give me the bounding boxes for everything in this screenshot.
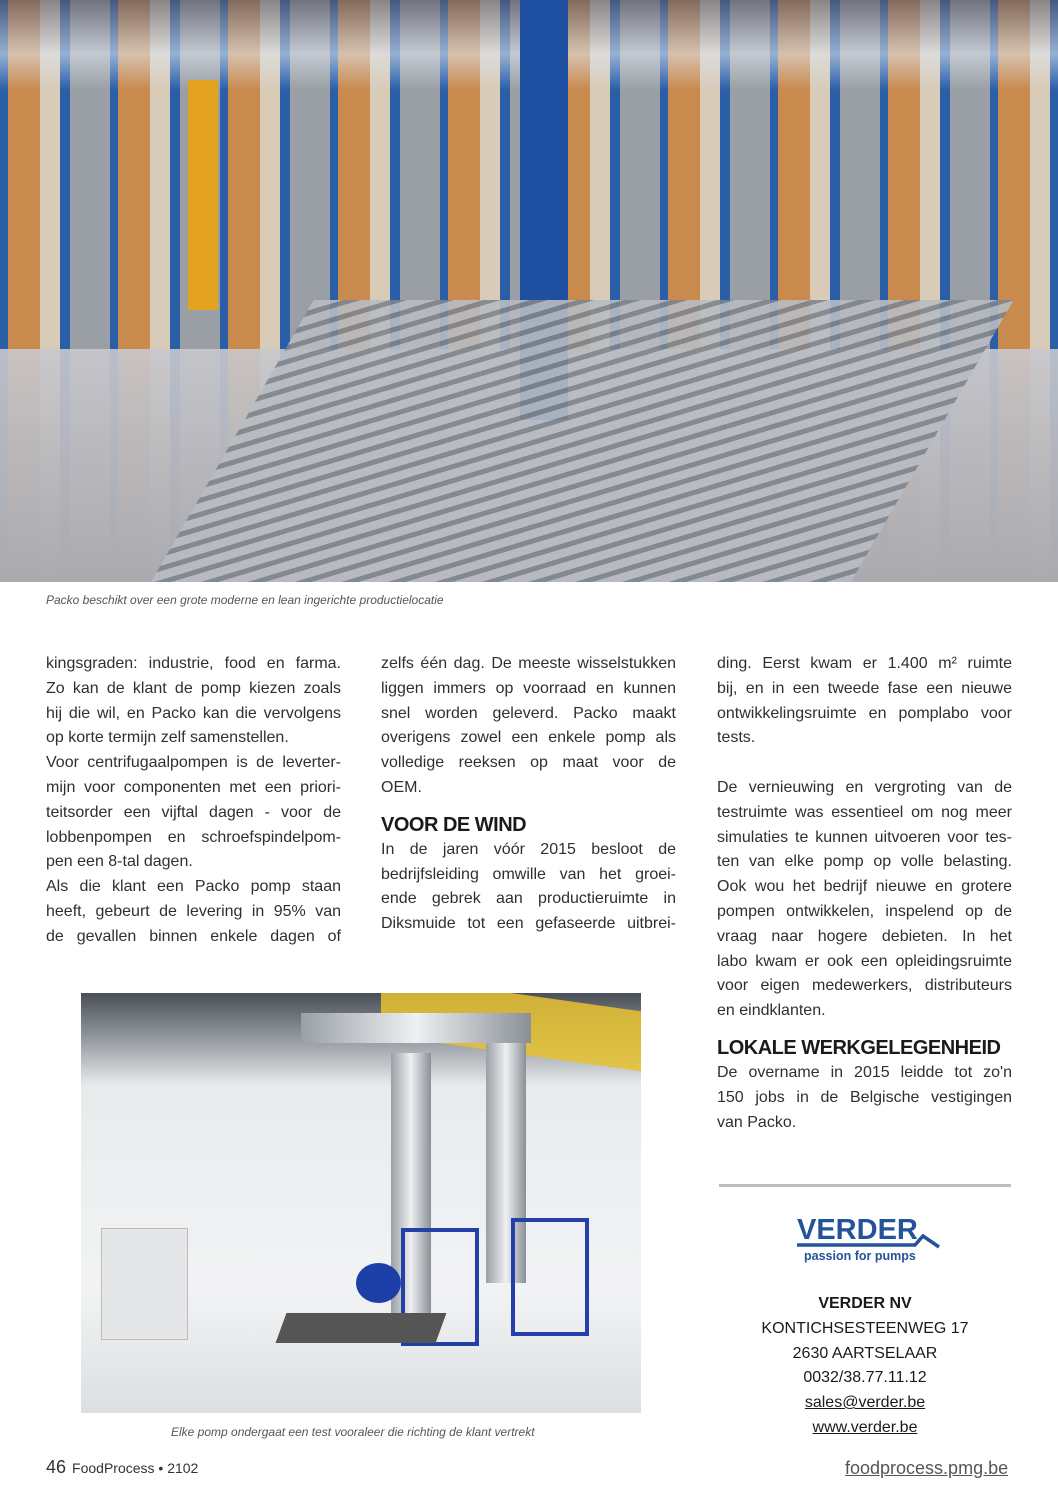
publication-issue: FoodProcess • 2102 [72, 1460, 199, 1476]
pump-test-lab-photo [81, 993, 641, 1413]
lift-table [276, 1313, 447, 1343]
text-line: Voor centrifugaalpompen is de leverter- [46, 754, 341, 772]
text-line: ten van elke pomp op volle belasting. [717, 853, 1012, 871]
text-line: De overname in 2015 leidde tot zo'n [717, 1063, 1012, 1081]
text-line: In de jaren vóór 2015 besloot de [381, 840, 676, 858]
text-line: Diksmuide tot een gefaseerde uitbrei- [381, 915, 676, 933]
verder-logo [797, 1214, 942, 1266]
text-line: labo kwam er ook een opleidingsruimte [717, 952, 1012, 970]
text-line: kingsgraden: industrie, food en farma. [46, 655, 341, 672]
text-column-2 [381, 652, 676, 937]
text-line: de gevallen binnen enkele dagen of [46, 927, 341, 945]
company-name: VERDER NV [818, 1295, 912, 1312]
text-line: ontwikkelingsruimte en pomplabo voor [717, 704, 1012, 722]
text-line: lobbenpompen en schroefspindelpom- [46, 828, 341, 846]
text-line: mijn voor componenten met een priori- [46, 778, 341, 796]
footer-folio [46, 1457, 198, 1478]
text-line: Als die klant een Packo pomp staan [46, 878, 341, 896]
text-line: van Packo. [717, 1113, 797, 1131]
control-cabinet [101, 1228, 188, 1340]
paragraph [46, 751, 341, 875]
paragraph [717, 652, 1012, 751]
text-line: snel worden geleverd. Packo maakt [381, 704, 676, 722]
text-line: teitsorder een vijftal dagen - voor de [46, 803, 341, 821]
blue-motor [356, 1263, 401, 1303]
blue-frame [511, 1218, 589, 1336]
text-line: pompen ontwikkelen, inspelend op de [717, 902, 1012, 920]
roller-conveyor [146, 300, 1013, 582]
divider [719, 1184, 1011, 1187]
street-address: KONTICHSESTEENWEG 17 [761, 1319, 969, 1337]
paragraph [381, 652, 676, 801]
contact-block [719, 1292, 1011, 1441]
paragraph [717, 776, 1012, 1024]
paragraph [381, 838, 676, 937]
text-line: OEM. [381, 778, 422, 796]
page-number: 46 [46, 1457, 67, 1477]
text-line: De vernieuwing en vergroting van de [717, 778, 1012, 796]
warehouse-photo [0, 0, 1058, 582]
text-line: voor eigen medewerkers, distributeurs [717, 977, 1012, 995]
text-line: bedrijfsleiding omwille van het groei- [381, 865, 676, 883]
email-link[interactable]: sales@verder.be [804, 1394, 926, 1412]
pipe [301, 1013, 531, 1043]
text-line: Zo kan de klant de pomp kiezen zoals [46, 679, 341, 697]
paragraph [717, 1061, 1012, 1135]
text-line: zelfs één dag. De meeste wisselstukken [381, 655, 676, 672]
text-line: tests. [717, 729, 756, 747]
text-line: op korte termijn zelf samenstellen. [46, 729, 289, 747]
top-photo-caption: Packo beschikt over een grote moderne en lean ingerichte productielocatie [46, 593, 444, 607]
text-line: vraag naar hogere debieten. In het [717, 927, 1012, 945]
crane-pillar [188, 80, 218, 310]
phone-number: 0032/38.77.11.12 [803, 1369, 927, 1387]
text-line: en eindklanten. [717, 1002, 826, 1020]
footer-site-link[interactable]: foodprocess.pmg.be [845, 1458, 1009, 1478]
text-line: 150 jobs in de Belgische vestigingen [717, 1088, 1012, 1106]
text-column-3 [717, 652, 1012, 1135]
city: 2630 AARTSELAAR [792, 1344, 938, 1362]
text-line: bij, en in een tweede fase een nieuwe [717, 679, 1012, 697]
text-line: ding. Eerst kwam er 1.400 m² ruimte [717, 655, 1012, 672]
logo-tagline: passion for pumps [804, 1249, 916, 1263]
text-line: heeft, gebeurt de levering in 95% van [46, 902, 341, 920]
paragraph [46, 875, 341, 949]
text-column-1 [46, 652, 341, 950]
text-line: ende gebrek aan productieruimte in [381, 890, 676, 908]
text-line: hij die wil, en Packo kan die vervolgens [46, 704, 341, 722]
text-line: liggen immers op voorraad en kunnen [381, 679, 676, 697]
logo-wordmark: VERDER [797, 1214, 918, 1246]
text-line: Ook wou het bedrijf nieuwe en grotere [717, 878, 1012, 896]
text-line: simulaties te kunnen uitvoeren voor tes- [717, 828, 1012, 846]
bottom-photo-caption: Elke pomp ondergaat een test vooraleer die richting de klant vertrekt [171, 1425, 535, 1439]
paragraph [46, 652, 341, 751]
section-heading: VOOR DE WIND [381, 813, 527, 836]
section-heading: LOKALE WERKGELEGENHEID [717, 1036, 1001, 1059]
text-line: overigens zowel een enkele pomp als [381, 729, 676, 747]
text-line: volledige reeksen op maat voor de [381, 754, 676, 772]
text-line: testruimte was essentieel om nog meer [717, 803, 1012, 821]
text-line: pen een 8-tal dagen. [46, 853, 193, 871]
website-link[interactable]: www.verder.be [812, 1418, 918, 1436]
paragraph-gap [717, 751, 1012, 776]
